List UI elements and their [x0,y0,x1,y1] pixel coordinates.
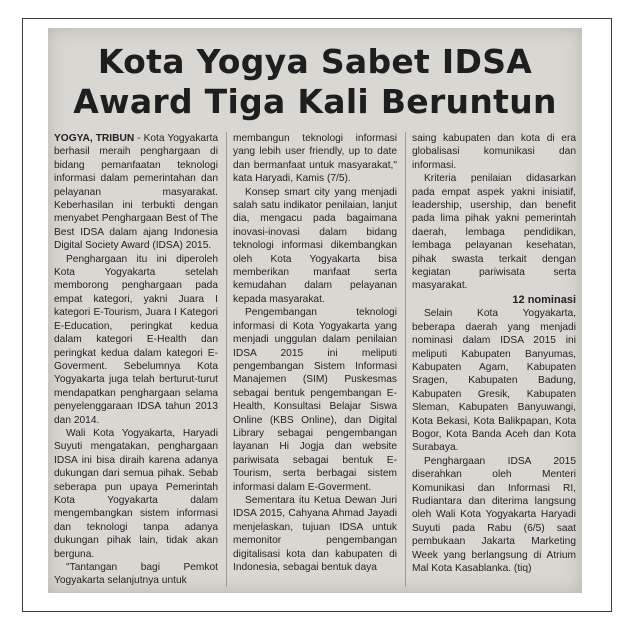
paragraph-text: - Kota Yogyakarta berhasil meraih penghargaan di bidang pemanfaatan teknologi informasi dalam pemerintahan dan pelayanan masyarakat. Keberhasilan ini terbukti dengan menyabet Penghargaan Best of The Best IDSA dalam ajang Indonesia Digital Society Award (IDSA) 2015. [54,133,218,252]
article-column-3 [412,132,576,575]
paragraph: Penghargaan IDSA 2015 diserahkan oleh Menteri Komunikasi dan Informasi RI, Rudiantara dan diterima langsung oleh Wali Kota Yogyakarta Haryadi Suyuti pada Rabu (6/5) saat pembukaan Jakarta Marketing Week yang berlangsung di Atrium Mal Kota Kasablanka. (tiq) [412,455,576,574]
article-column-1 [54,132,218,588]
column-divider [226,132,227,587]
paragraph: Selain Kota Yogyakarta, beberapa daerah yang menjadi nominasi dalam IDSA 2015 ini meliputi Kabupaten Banyumas, Kabupaten Agam, Kabupaten Sragen, Kabupaten Badung, Kabupaten Gresik, Kabupaten Sleman, Kabupaten Banyuwangi, Kota Bekasi, Kota Balikpapan, Kota Bogor, Kota Banda Aceh dan Kota Surabaya. [412,308,576,454]
paragraph: Penghargaan itu ini diperoleh Kota Yogyakarta setelah memborong penghargaan pada empat kategori, yakni Juara I kategori E-Tourism, Juara I Kategori E-Education, peringkat kedua dalam kategori E-Health dan peringkat kedua dalam kategori E-Goverment. Sebelumnya Kota Yogyakarta juga telah berturut-turut mendapatkan penghargaan selama penyelenggaraan IDSA tahun 2013 dan 2014. [54,253,218,426]
headline [48,42,582,122]
headline-line-2: Award Tiga Kali Beruntun [73,82,557,121]
paragraph: Pengembangan teknologi informasi di Kota Yogyakarta yang menjadi unggulan dalam penilaian IDSA 2015 ini meliputi pengembangan Sistem Informasi Manajemen (SIM) Puskesmas sebagai bentuk pengembangan E-Health, Konsultasi Belajar Siswa Online (KBS Online), dan Digital Library sebagai pengembangan layanan Hi Jogja dan website pariwisata sebagai bentuk E-Tourism, serta berbagai sistem informasi dalam E-Goverment. [233,307,397,493]
paragraph: Sementara itu Ketua Dewan Juri IDSA 2015, Cahyana Ahmad Jayadi menjelaskan, tujuan IDSA untuk memonitor pengembangan digitalisasi kota dan kabupaten di Indonesia, sebagai bentuk daya [233,494,397,573]
newspaper-clipping [48,28,582,593]
paragraph: "Tantangan bagi Pemkot Yogyakarta selanjutnya untuk [54,562,218,587]
column-divider [405,132,406,587]
paragraph: Wali Kota Yogyakarta, Haryadi Suyuti mengatakan, penghargaan IDSA ini bisa diraih karena adanya dukungan dari semua pihak. Sebab seberapa pun upaya Pemerintah Kota Yogyakarta dalam mengembangkan sistem informasi dan teknologi tanpa adanya dukungan pihak lain, tidak akan berguna. [54,427,218,560]
paragraph: Konsep smart city yang menjadi salah satu indikator penilaian, lanjut dia, mengacu pada bagaimana inovasi-inovasi dalam bidang teknologi informasi dikembangkan oleh Kota Yogyakarta bisa memberikan manfaat serta kemudahan dalam pelayanan kepada masyarakat. [233,186,397,305]
paragraph: Kriteria penilaian didasarkan pada empat aspek yakni inisiatif, leadership, usership, dan benefit pada lima pihak yakni pemerintah daerah, lembaga pendidikan, lembaga pelayanan kesehatan, pihak swasta terkait dengan kegiatan pariwisata serta masyarakat. [412,173,576,292]
dateline: YOGYA, TRIBUN [54,133,135,144]
paragraph: saing kabupaten dan kota di era globalisasi komunikasi dan informasi. [412,133,576,171]
article-column-2 [233,132,397,574]
subheading: 12 nominasi [512,293,576,306]
paragraph [54,132,218,253]
paragraph: membangun teknologi informasi yang lebih user friendly, up to date dan bermanfaat untuk masyarakat," kata Haryadi, Kamis (7/5). [233,133,397,185]
headline-line-1: Kota Yogya Sabet IDSA [97,42,533,81]
